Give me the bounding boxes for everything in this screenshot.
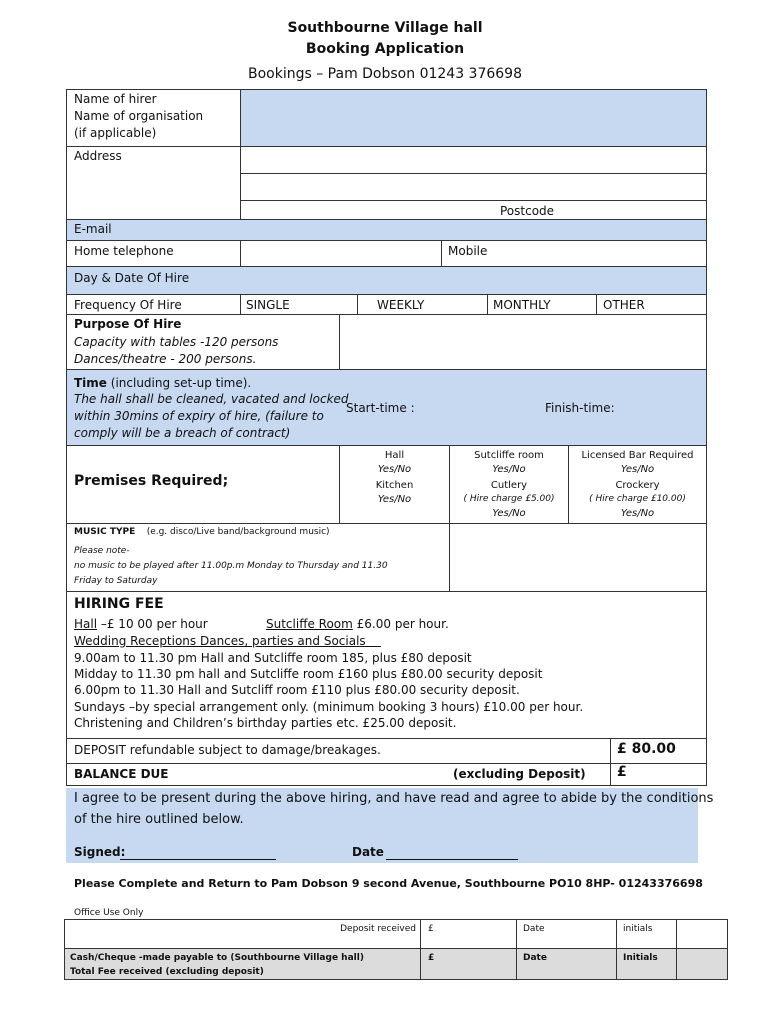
home-telephone-input[interactable]	[241, 241, 441, 266]
purpose-capacity-dances: Dances/theatre - 200 persons.	[74, 352, 257, 366]
form-subtitle: Booking Application	[305, 41, 465, 57]
freq-monthly[interactable]: MONTHLY	[493, 298, 551, 312]
office-deposit-initials[interactable]: initials	[623, 924, 653, 934]
fee-sutcliffe-rate: £6.00 per hour.	[352, 617, 449, 631]
office-cash-cheque: Cash/Cheque -made payable to (Southbourne Village hall)	[70, 953, 364, 963]
premises-hall-yesno[interactable]: Yes/No	[377, 464, 412, 475]
premises-crockery: Crockery	[615, 480, 660, 491]
signed-label: Signed:	[74, 845, 126, 859]
music-title-row	[74, 525, 330, 539]
label-address: Address	[74, 149, 122, 163]
time-title-row	[74, 375, 251, 392]
deposit-label: DEPOSIT refundable subject to damage/breakages.	[74, 743, 381, 757]
premises-kitchen: Kitchen	[375, 480, 414, 491]
premises-crockery-yesno[interactable]: Yes/No	[620, 508, 655, 519]
label-frequency: Frequency Of Hire	[74, 298, 182, 312]
balance-due-label: BALANCE DUE	[74, 767, 169, 781]
office-deposit-received: Deposit received	[340, 924, 416, 934]
label-start-time[interactable]: Start-time :	[346, 401, 415, 415]
label-time: Time	[74, 376, 107, 390]
name-input[interactable]	[241, 90, 706, 146]
fee-line-5: Christening and Children’s birthday parties etc. £25.00 deposit.	[74, 716, 457, 730]
premises-bar: Licensed Bar Required	[581, 450, 694, 461]
office-total-pound[interactable]: £	[428, 953, 435, 963]
date-signature-line[interactable]	[386, 844, 518, 860]
office-total-initials[interactable]: Initials	[623, 953, 658, 963]
label-name-org: Name of organisation	[74, 109, 204, 123]
music-note-1: Please note-	[74, 546, 130, 556]
fee-hall-row	[74, 616, 208, 633]
address-line-2[interactable]	[241, 174, 706, 200]
time-rule-1: The hall shall be cleaned, vacated and locked	[74, 392, 349, 406]
bookings-contact: Bookings – Pam Dobson 01243 376698	[247, 66, 522, 82]
freq-weekly[interactable]: WEEKLY	[377, 298, 425, 312]
music-examples: (e.g. disco/Live band/background music)	[146, 527, 330, 537]
label-postcode: Postcode	[500, 204, 555, 218]
label-premises: Premises Required;	[74, 473, 229, 489]
balance-note: (excluding Deposit)	[453, 767, 586, 781]
email-field[interactable]	[67, 220, 706, 240]
purpose-input[interactable]	[340, 315, 706, 369]
fee-hall-label: Hall	[74, 617, 98, 631]
label-music-type: MUSIC TYPE	[74, 527, 136, 537]
fee-hall-rate: –£ 10 00 per hour	[97, 617, 208, 631]
fee-line-2: Midday to 11.30 pm hall and Sutcliffe room £160 plus £80.00 security deposit	[74, 667, 543, 681]
premises-sutcliffe-yesno[interactable]: Yes/No	[492, 464, 526, 475]
premises-sutcliffe: Sutcliffe room	[474, 450, 544, 461]
premises-cutlery-charge: ( Hire charge £5.00)	[463, 494, 555, 504]
office-deposit-pound[interactable]: £	[428, 924, 434, 934]
time-title-rest: (including set-up time).	[106, 376, 252, 390]
office-deposit-date[interactable]: Date	[523, 924, 545, 934]
address-line-1[interactable]	[241, 147, 706, 173]
premises-cutlery: Cutlery	[490, 480, 528, 491]
music-note-3: Friday to Saturday	[74, 576, 158, 586]
return-instructions: Please Complete and Return to Pam Dobson 9 second Avenue, Southbourne PO10 8HP- 01243376698	[74, 877, 703, 890]
label-purpose: Purpose Of Hire	[74, 317, 182, 331]
label-if-applicable: (if applicable)	[74, 126, 157, 140]
label-mobile: Mobile	[448, 244, 488, 258]
time-rule-2: within 30mins of expiry of hire, (failure to	[74, 409, 324, 423]
purpose-capacity-tables: Capacity with tables -120 persons	[74, 335, 279, 349]
time-rule-3: comply will be a breach of contract)	[74, 426, 291, 440]
form-title: Southbourne Village hall	[287, 20, 483, 36]
office-total-fee: Total Fee received (excluding deposit)	[70, 967, 264, 977]
fee-line-3: 6.00pm to 11.30 Hall and Sutcliff room £110 plus £80.00 security deposit.	[74, 683, 520, 697]
office-use-label: Office Use Only	[74, 908, 144, 918]
label-email: E-mail	[74, 222, 112, 236]
fee-line-4: Sundays –by special arrangement only. (minimum booking 3 hours) £10.00 per hour.	[74, 700, 584, 714]
deposit-amount: £ 80.00	[617, 741, 676, 757]
premises-kitchen-yesno[interactable]: Yes/No	[377, 494, 412, 505]
label-finish-time[interactable]: Finish-time:	[545, 401, 615, 415]
freq-single[interactable]: SINGLE	[246, 298, 290, 312]
label-home-telephone: Home telephone	[74, 244, 174, 258]
music-note-2: no music to be played after 11.00p.m Monday to Thursday and 11.30	[74, 561, 388, 571]
premises-crockery-charge: ( Hire charge £10.00)	[589, 494, 686, 504]
label-day-date: Day & Date Of Hire	[74, 271, 190, 285]
fee-sutcliffe-row	[266, 616, 449, 633]
fee-line-1: 9.00am to 11.30 pm Hall and Sutcliffe room 185, plus £80 deposit	[74, 651, 472, 665]
premises-hall: Hall	[384, 450, 405, 461]
date-label: Date	[352, 845, 384, 859]
agreement-line-1: I agree to be present during the above hiring, and have read and agree to abide by the conditions	[74, 791, 714, 806]
fee-sutcliffe-label: Sutcliffe Room	[266, 617, 353, 631]
premises-cutlery-yesno[interactable]: Yes/No	[492, 508, 526, 519]
agreement-line-2: of the hire outlined below.	[74, 812, 244, 827]
balance-amount[interactable]: £	[617, 764, 627, 780]
signature-line[interactable]	[120, 844, 276, 860]
label-name-hirer: Name of hirer	[74, 92, 157, 106]
hiring-fee-title: HIRING FEE	[74, 596, 164, 612]
freq-other[interactable]: OTHER	[603, 298, 645, 312]
music-type-input[interactable]	[450, 524, 706, 591]
fee-wedding-heading: Wedding Receptions Dances, parties and Socials	[74, 634, 381, 648]
premises-bar-yesno[interactable]: Yes/No	[620, 464, 655, 475]
office-total-date[interactable]: Date	[523, 953, 547, 963]
